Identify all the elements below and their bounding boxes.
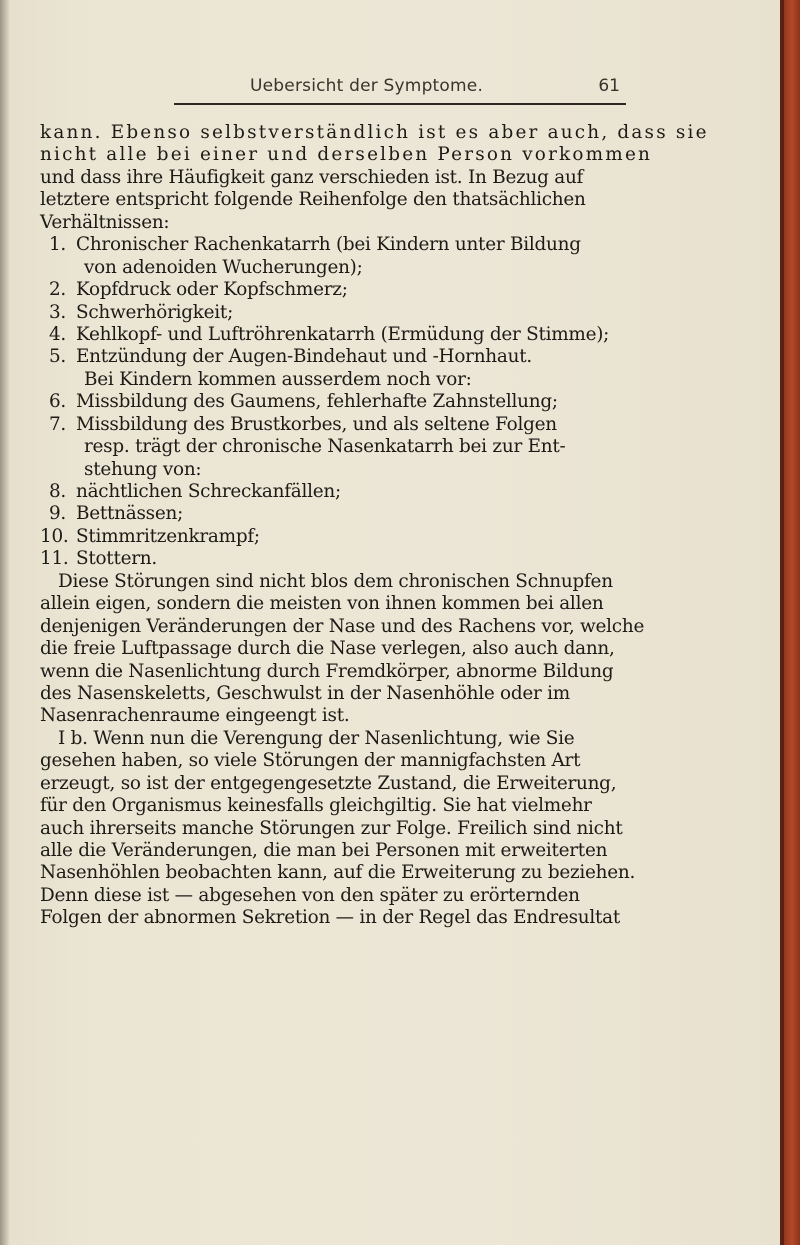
text-line: gesehen haben, so viele Störungen der mannigfachsten Art	[40, 750, 581, 772]
list-number: 6.	[48, 391, 66, 413]
list-item	[40, 234, 628, 256]
list-text: Kopfdruck oder Kopfschmerz;	[76, 279, 348, 301]
list-item	[40, 414, 628, 436]
list-item-continuation	[40, 459, 628, 481]
list-text: nächtlichen Schreckanfällen;	[76, 481, 341, 502]
header-rule	[174, 103, 626, 105]
paragraph-first-line: I b. Wenn nun die Verengung der Nasenlichtung, wie Sie	[58, 727, 575, 749]
text-line: kann. Ebenso selbstverständlich ist es aber auch, dass sie	[40, 122, 709, 143]
list-number: 1.	[48, 234, 66, 256]
text-line: auch ihrerseits manche Störungen zur Folge. Freilich sind nicht	[40, 817, 623, 839]
list-item	[40, 391, 628, 413]
list-text: Stimmritzenkrampf;	[76, 525, 260, 547]
text-line: des Nasenskeletts, Geschwulst in der Nasenhöhle oder im	[40, 682, 570, 704]
body-text	[40, 122, 709, 930]
list-text: stehung von:	[84, 458, 202, 480]
list-number: 10.	[40, 525, 69, 547]
text-line: die freie Luftpassage durch die Nase verlegen, also auch dann,	[40, 638, 615, 660]
list-number: 4.	[48, 323, 66, 345]
text-line: Denn diese ist — abgesehen von den später zu erörternden	[40, 884, 580, 906]
list-text: Bettnässen;	[76, 503, 184, 525]
page-gutter-shadow	[0, 0, 10, 1245]
list-number: 9.	[48, 503, 66, 525]
list-item	[40, 503, 628, 525]
text-line: nicht alle bei einer und derselben Person vorkommen	[40, 144, 653, 166]
text-line: allein eigen, sondern die meisten von ihnen kommen bei allen	[40, 593, 604, 615]
text-line: Nasenhöhlen beobachten kann, auf die Erweiterung zu beziehen.	[40, 862, 636, 884]
list-item	[40, 279, 628, 301]
list-item-continuation	[40, 257, 628, 279]
list-number: 8.	[48, 481, 66, 502]
list-item	[40, 526, 628, 548]
list-text: Missbildung des Gaumens, fehlerhafte Zahnstellung;	[76, 391, 558, 413]
list-text: Missbildung des Brustkorbes, und als seltene Folgen	[76, 413, 557, 435]
list-text: Entzündung der Augen-Bindehaut und -Hornhaut.	[76, 346, 532, 368]
text-line: letztere entspricht folgende Reihenfolge den thatsächlichen	[40, 189, 586, 211]
text-line: denjenigen Veränderungen der Nase und des Rachens vor, welche	[40, 615, 645, 637]
list-subheading: Bei Kindern kommen ausserdem noch vor:	[84, 368, 472, 390]
text-line: Folgen der abnormen Sekretion — in der Regel das Endresultat	[40, 907, 621, 929]
running-header	[250, 76, 630, 100]
list-text: Chronischer Rachenkatarrh (bei Kindern unter Bildung	[76, 234, 581, 256]
text-line: Verhältnissen:	[40, 211, 170, 233]
paragraph-first-line: Diese Störungen sind nicht blos dem chronischen Schnupfen	[58, 570, 613, 592]
list-item	[40, 481, 628, 503]
list-number: 5.	[48, 346, 66, 368]
text-line: für den Organismus keinesfalls gleichgiltig. Sie hat vielmehr	[40, 795, 592, 817]
list-number: 7.	[48, 413, 66, 435]
list-text: Schwerhörigkeit;	[76, 301, 234, 323]
list-text: von adenoiden Wucherungen);	[84, 256, 363, 278]
list-number: 2.	[48, 279, 66, 301]
list-item	[40, 346, 628, 368]
book-cover-edge	[780, 0, 800, 1245]
list-item	[40, 324, 628, 346]
text-line: und dass ihre Häufigkeit ganz verschieden ist. In Bezug auf	[40, 166, 584, 188]
list-text: Kehlkopf- und Luftröhrenkatarrh (Ermüdung der Stimme);	[76, 323, 610, 345]
list-number: 11.	[40, 548, 69, 570]
list-text: resp. trägt der chronische Nasenkatarrh bei zur Ent-	[84, 436, 566, 458]
text-line: alle die Veränderungen, die man bei Personen mit erweiterten	[40, 840, 608, 861]
text-line: erzeugt, so ist der entgegengesetzte Zustand, die Erweiterung,	[40, 772, 617, 794]
page-number: 61	[598, 76, 620, 96]
list-item	[40, 548, 628, 570]
text-line: wenn die Nasenlichtung durch Fremdkörper, abnorme Bildung	[40, 660, 614, 682]
running-header-title: Uebersicht der Symptome.	[250, 76, 484, 96]
list-item	[40, 302, 628, 324]
list-text: Stottern.	[76, 548, 157, 570]
list-item-continuation	[40, 436, 628, 458]
text-line	[40, 369, 628, 391]
list-number: 3.	[48, 301, 66, 323]
text-line: Nasenrachenraume eingeengt ist.	[40, 705, 350, 727]
